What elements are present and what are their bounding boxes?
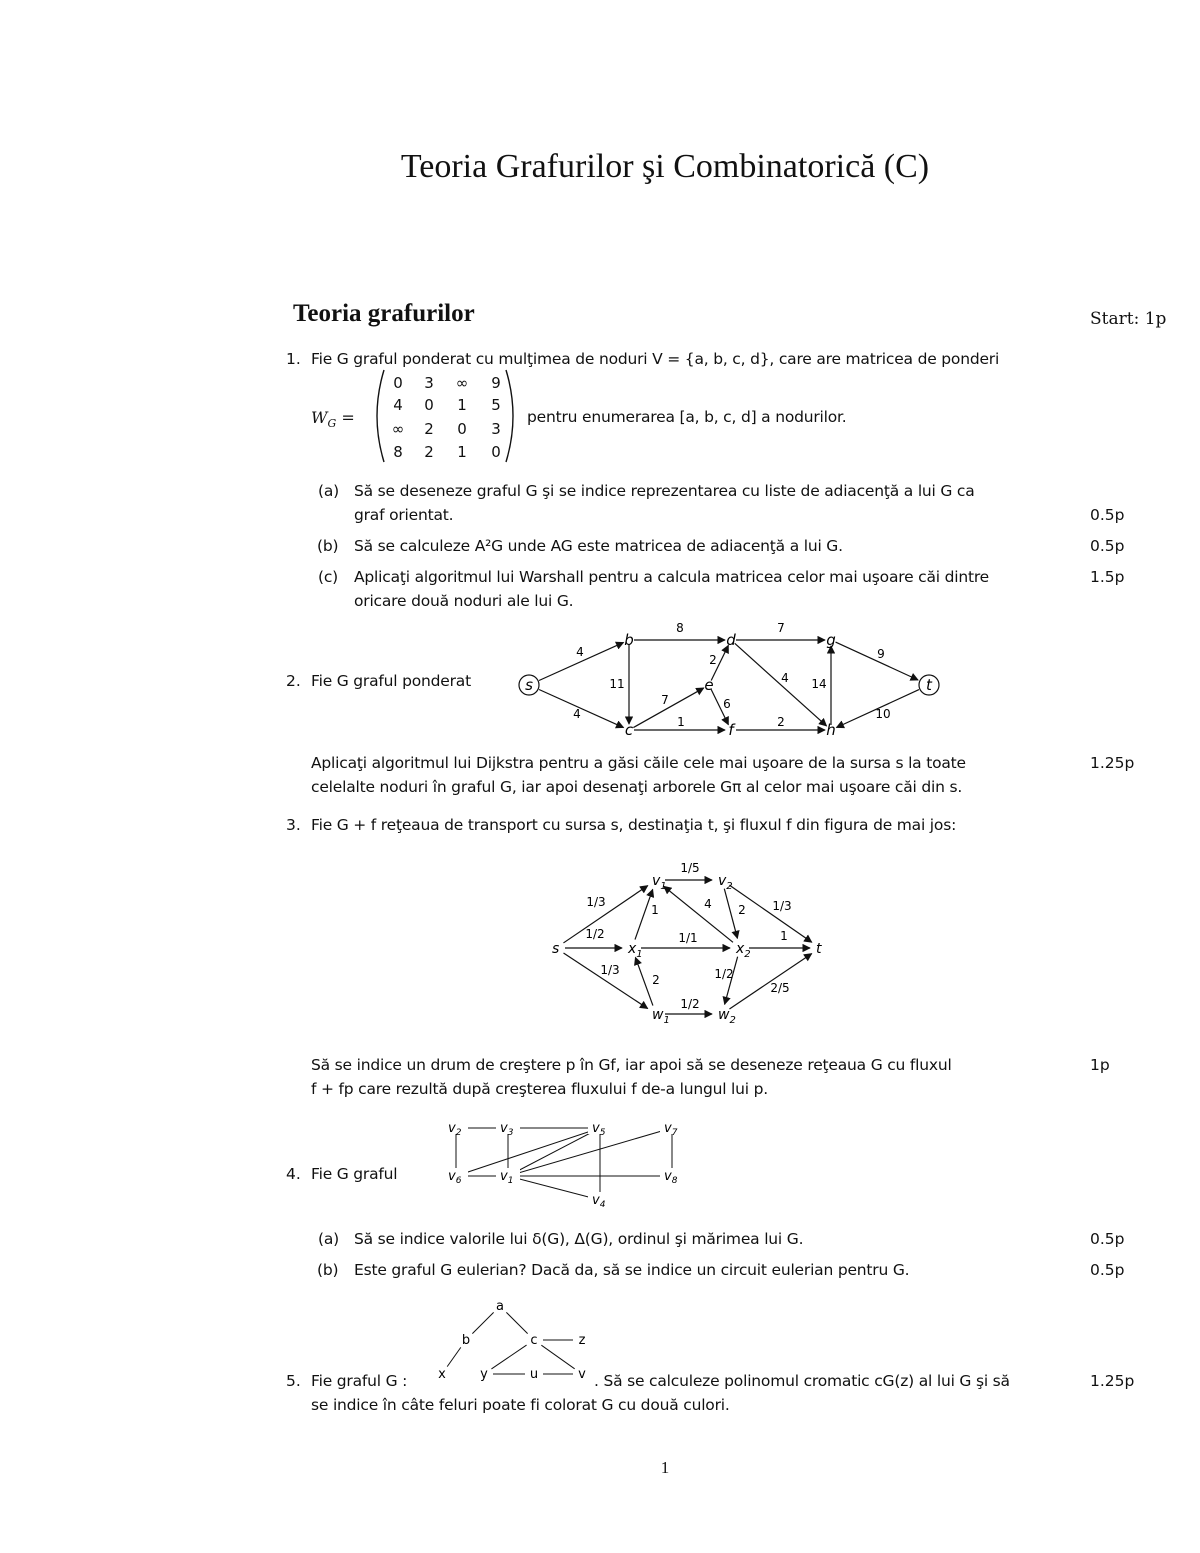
edge-weight: 1 bbox=[677, 715, 685, 729]
graph-node: x bbox=[438, 1367, 446, 1382]
p1c-line1: Aplicaţi algoritmul lui Warshall pentru a calcula matricea celor mai uşoare căi dintre bbox=[354, 568, 990, 586]
matrix-cell: 0 bbox=[457, 420, 467, 438]
graph-edge bbox=[508, 1176, 600, 1200]
flow-network bbox=[540, 858, 840, 1028]
edge-weight: 14 bbox=[811, 677, 827, 691]
edge-weight: 2 bbox=[777, 715, 785, 729]
matrix-caption: pentru enumerarea [a, b, c, d] a nodurilor. bbox=[527, 408, 847, 426]
matrix-cell: 1 bbox=[457, 396, 467, 414]
network-edge bbox=[635, 889, 653, 939]
graph-node: $v_6$ bbox=[448, 1169, 462, 1186]
edge-weight: 11 bbox=[609, 677, 625, 691]
graph-edge bbox=[541, 1345, 574, 1369]
graph-node: a bbox=[496, 1299, 504, 1314]
start-points: Start: 1p bbox=[1090, 309, 1167, 329]
graph-node: $v_8$ bbox=[664, 1169, 678, 1186]
problem-3-intro: Fie G + f reţeaua de transport cu sursa s, destinaţia t, şi fluxul f din figura de mai jos: bbox=[311, 816, 957, 834]
graph-node: d bbox=[726, 631, 736, 649]
network-edge bbox=[635, 957, 653, 1005]
problem-4-number: 4. bbox=[286, 1165, 301, 1183]
problem-4-intro: Fie G graful bbox=[311, 1165, 398, 1183]
graph-node-sub: 2 bbox=[455, 1128, 462, 1138]
network-node: $x_1$ bbox=[628, 941, 643, 960]
edge-flow-label: 1/3 bbox=[600, 963, 620, 977]
graph-node: c bbox=[624, 721, 634, 739]
p1a-line1: Să se deseneze graful G şi se indice reprezentarea cu liste de adiacenţă a lui G ca bbox=[354, 482, 975, 500]
p4b-label: (b) bbox=[317, 1261, 339, 1279]
graph-node: t bbox=[926, 676, 932, 694]
problem-3-number: 3. bbox=[286, 816, 301, 834]
edge-weight: 4 bbox=[576, 645, 584, 659]
matrix-cell: 1 bbox=[457, 443, 467, 461]
p1b-points: 0.5p bbox=[1090, 537, 1125, 555]
p4a-points: 0.5p bbox=[1090, 1230, 1125, 1248]
graph-node: $v_2$ bbox=[448, 1121, 462, 1138]
problem-3-line2: f + fp care rezultă după creşterea fluxului f de-a lungul lui p. bbox=[311, 1080, 768, 1098]
edge-flow-label: 4 bbox=[704, 897, 712, 911]
edge-flow-label: 1/1 bbox=[678, 931, 698, 945]
problem-5-number: 5. bbox=[286, 1372, 301, 1390]
graph-node: g bbox=[826, 631, 836, 649]
edge-weight: 6 bbox=[723, 697, 731, 711]
graph-edge bbox=[508, 1128, 672, 1176]
edge-flow-label: 1/2 bbox=[680, 997, 700, 1011]
p1a-label: (a) bbox=[318, 482, 339, 500]
matrix-cell: 2 bbox=[424, 443, 434, 461]
p4b-points: 0.5p bbox=[1090, 1261, 1125, 1279]
network-node-sub: 1 bbox=[660, 881, 667, 892]
p1c-points: 1.5p bbox=[1090, 568, 1125, 586]
edge-weight: 4 bbox=[573, 707, 581, 721]
p4b-text: Este graful G eulerian? Dacă da, să se indice un circuit eulerian pentru G. bbox=[354, 1261, 910, 1279]
edge-weight: 7 bbox=[661, 693, 669, 707]
matrix-cell: 0 bbox=[424, 396, 434, 414]
graph-node: u bbox=[529, 1367, 539, 1382]
problem-3-line1: Să se indice un drum de creştere p în Gf, iar apoi să se deseneze reţeaua G cu fluxul bbox=[311, 1056, 952, 1074]
graph-node-sub: 3 bbox=[507, 1128, 514, 1138]
graph-node: b bbox=[461, 1333, 471, 1348]
problem-5-intro: Fie graful G : bbox=[311, 1372, 408, 1390]
problem-2-number: 2. bbox=[286, 672, 301, 690]
p1c-label: (c) bbox=[318, 568, 339, 586]
network-node-sub: 2 bbox=[726, 881, 733, 892]
matrix-cell: 2 bbox=[424, 420, 434, 438]
problem-2-line1: Aplicaţi algoritmul lui Dijkstra pentru a găsi căile cele mai uşoare de la sursa s la toate bbox=[311, 754, 966, 772]
graph-node: s bbox=[525, 676, 533, 694]
p1b-text: Să se calculeze A²G unde AG este matricea de adiacenţă a lui G. bbox=[354, 537, 843, 555]
edge-flow-label: 1/3 bbox=[586, 895, 606, 909]
graph-node: $v_7$ bbox=[664, 1121, 678, 1138]
matrix-right-paren bbox=[506, 370, 513, 462]
graph-node: y bbox=[480, 1367, 488, 1382]
graph-node-sub: 8 bbox=[671, 1176, 678, 1186]
problem-2-intro: Fie G graful ponderat bbox=[311, 672, 471, 690]
matrix-label bbox=[311, 408, 355, 430]
edge-flow-label: 2/5 bbox=[770, 981, 790, 995]
edge-flow-label: 1/5 bbox=[680, 861, 700, 875]
graph-node: b bbox=[624, 631, 634, 649]
matrix-cell: 9 bbox=[491, 374, 501, 392]
network-node-sub: 2 bbox=[744, 949, 751, 960]
graph-edge bbox=[456, 1128, 600, 1176]
matrix-equals: = bbox=[341, 408, 355, 427]
matrix-cell: 3 bbox=[424, 374, 434, 392]
matrix-cell: 3 bbox=[491, 420, 501, 438]
graph-node: h bbox=[826, 721, 836, 739]
edge-weight: 9 bbox=[877, 647, 885, 661]
problem-3-points: 1p bbox=[1090, 1056, 1110, 1074]
network-node-sub: 1 bbox=[636, 949, 643, 960]
matrix-cell: ∞ bbox=[391, 420, 405, 438]
graph-node: c bbox=[530, 1333, 538, 1348]
network-node: t bbox=[816, 941, 822, 957]
section-title: Teoria grafurilor bbox=[293, 300, 475, 327]
matrix-cell: 5 bbox=[491, 396, 501, 414]
p1a-points: 0.5p bbox=[1090, 506, 1125, 524]
graph-node: v bbox=[578, 1367, 586, 1382]
network-edge bbox=[564, 953, 648, 1009]
edge-weight: 10 bbox=[875, 707, 891, 721]
graph-edge bbox=[472, 1312, 493, 1333]
problem-1-text: Fie G graful ponderat cu mulţimea de noduri V = {a, b, c, d}, care are matricea de ponderi bbox=[311, 350, 1000, 368]
graph-node: e bbox=[704, 676, 714, 694]
graph-node: $v_3$ bbox=[500, 1121, 514, 1138]
weight-matrix bbox=[370, 366, 520, 466]
network-node: $v_1$ bbox=[652, 873, 667, 892]
matrix-cell: 0 bbox=[491, 443, 501, 461]
matrix-cell: 4 bbox=[393, 396, 403, 414]
network-node: $w_1$ bbox=[652, 1007, 670, 1026]
graph-p5 bbox=[430, 1292, 600, 1392]
graph-node: f bbox=[728, 721, 734, 739]
graph-node-sub: 6 bbox=[455, 1176, 462, 1186]
network-node-sub: 2 bbox=[729, 1015, 736, 1026]
network-node: $v_2$ bbox=[718, 873, 733, 892]
network-node: $w_2$ bbox=[718, 1007, 736, 1026]
edge-flow-label: 1 bbox=[651, 903, 659, 917]
matrix-left-paren bbox=[377, 370, 384, 462]
graph-node: z bbox=[578, 1333, 586, 1348]
problem-5-line1: . Să se calculeze polinomul cromatic cG(z) al lui G şi să bbox=[594, 1372, 1010, 1390]
problem-1-number: 1. bbox=[286, 350, 301, 368]
graph-edge bbox=[447, 1347, 461, 1366]
edge-flow-label: 1/2 bbox=[585, 927, 605, 941]
matrix-cell: 8 bbox=[393, 443, 403, 461]
edge-flow-label: 2 bbox=[652, 973, 660, 987]
problem-5-points: 1.25p bbox=[1090, 1372, 1135, 1390]
p1b-label: (b) bbox=[317, 537, 339, 555]
graph-edge bbox=[539, 690, 623, 728]
edge-flow-label: 1/2 bbox=[714, 967, 734, 981]
matrix-cell: 0 bbox=[393, 374, 403, 392]
problem-2-line2: celelalte noduri în graful G, iar apoi desenaţi arborele Gπ al celor mai uşoare căi din s. bbox=[311, 778, 963, 796]
p1c-line2: oricare două noduri ale lui G. bbox=[354, 592, 574, 610]
problem-2-points: 1.25p bbox=[1090, 754, 1135, 772]
p1a-line2: graf orientat. bbox=[354, 506, 454, 524]
network-edge bbox=[724, 889, 737, 939]
graph-p4 bbox=[440, 1112, 700, 1212]
edge-weight: 4 bbox=[781, 671, 789, 685]
matrix-cell: ∞ bbox=[455, 374, 469, 392]
graph-node-sub: 1 bbox=[507, 1176, 514, 1186]
p4a-text: Să se indice valorile lui δ(G), Δ(G), ordinul şi mărimea lui G. bbox=[354, 1230, 804, 1248]
p4a-label: (a) bbox=[318, 1230, 339, 1248]
network-node: $x_2$ bbox=[736, 941, 751, 960]
graph-node-sub: 7 bbox=[671, 1128, 678, 1138]
graph-edge bbox=[506, 1312, 527, 1333]
edge-weight: 2 bbox=[709, 653, 717, 667]
edge-flow-label: 1/3 bbox=[772, 899, 792, 913]
matrix-label-letter: W bbox=[311, 408, 328, 427]
page-number: 1 bbox=[660, 1458, 670, 1477]
graph-node: $v_5$ bbox=[592, 1121, 606, 1138]
graph-node: $v_1$ bbox=[500, 1169, 514, 1186]
graph-node-sub: 4 bbox=[599, 1200, 606, 1210]
edge-flow-label: 2 bbox=[738, 903, 746, 917]
network-node-sub: 1 bbox=[663, 1015, 670, 1026]
edge-weight: 7 bbox=[777, 621, 785, 635]
network-node: s bbox=[552, 941, 560, 957]
graph-node: $v_4$ bbox=[592, 1193, 606, 1210]
edge-flow-label: 1 bbox=[780, 929, 788, 943]
matrix-label-sub: G bbox=[327, 417, 337, 431]
graph-edge bbox=[491, 1345, 526, 1369]
graph-edge bbox=[508, 1128, 600, 1176]
dijkstra-graph bbox=[505, 618, 955, 748]
problem-5-line2: se indice în câte feluri poate fi colorat G cu două culori. bbox=[311, 1396, 730, 1414]
edge-weight: 8 bbox=[676, 621, 684, 635]
document-title: Teoria Grafurilor şi Combinatorică (C) bbox=[400, 148, 930, 185]
graph-node-sub: 5 bbox=[599, 1128, 606, 1138]
network-edge bbox=[664, 886, 733, 942]
